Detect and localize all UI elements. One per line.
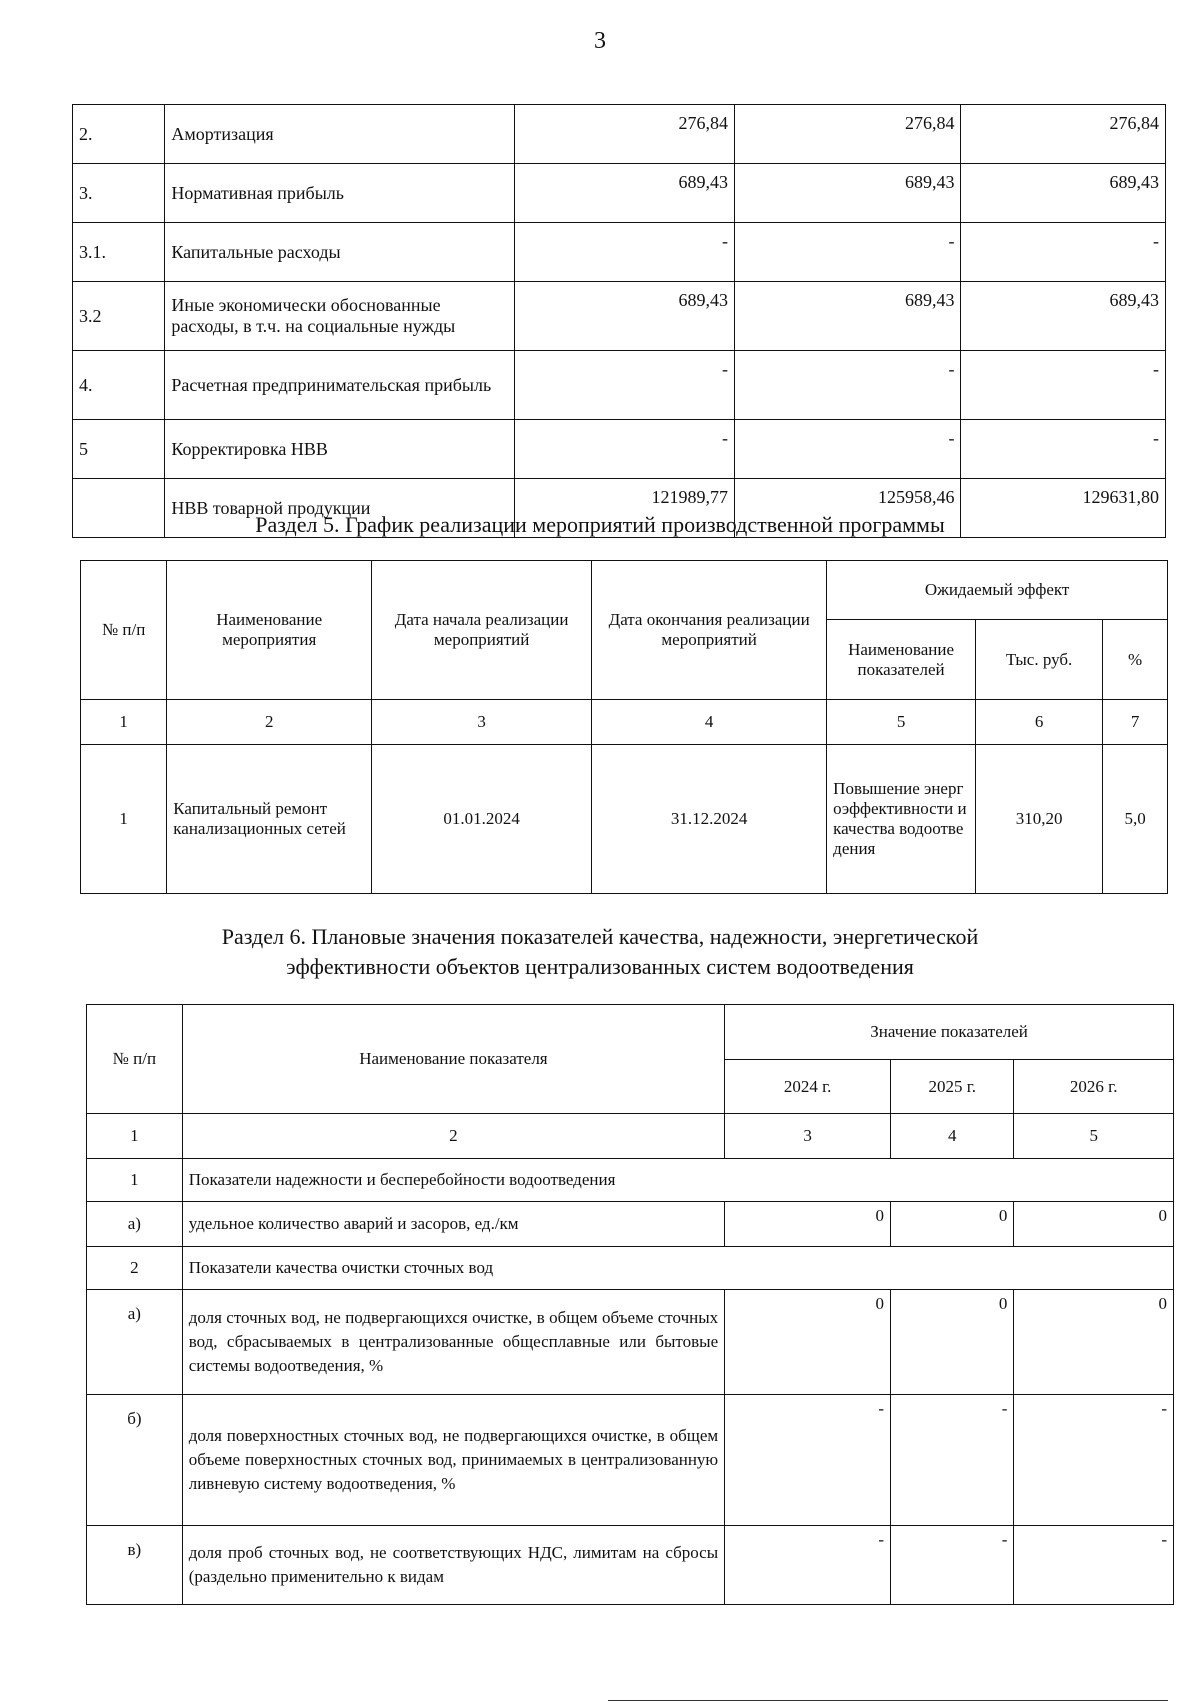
- row-number: а): [87, 1290, 183, 1395]
- row-label: Амортизация: [165, 105, 515, 164]
- value-pct: 5,0: [1103, 745, 1168, 894]
- table-row: [73, 282, 1166, 351]
- value-2026: -: [1014, 1395, 1174, 1526]
- value-cell: 689,43: [961, 164, 1166, 223]
- header-year-2026: 2026 г.: [1014, 1060, 1174, 1114]
- value-cell: -: [515, 420, 735, 479]
- header-effect: Ожидаемый эффект: [827, 561, 1168, 620]
- section-6-title: [0, 922, 1200, 982]
- header-rub: Тыс. руб.: [975, 620, 1102, 700]
- value-2024: -: [725, 1526, 891, 1605]
- column-number: 5: [1014, 1114, 1174, 1159]
- row-label: Корректировка НВВ: [165, 420, 515, 479]
- group-row: [87, 1247, 1174, 1290]
- value-cell: -: [961, 420, 1166, 479]
- row-number: в): [87, 1526, 183, 1605]
- column-number: 1: [81, 700, 167, 745]
- section-5-title: Раздел 5. График реализации мероприятий производственной программы: [255, 512, 945, 537]
- value-cell: -: [961, 223, 1166, 282]
- header-pct: %: [1103, 620, 1168, 700]
- value-cell: 121989,77: [515, 479, 735, 538]
- value-2025: -: [891, 1395, 1014, 1526]
- column-number: 6: [975, 700, 1102, 745]
- value-2025: 0: [891, 1202, 1014, 1247]
- value-cell: 125958,46: [734, 479, 961, 538]
- value-cell: -: [734, 351, 961, 420]
- column-number: 7: [1103, 700, 1168, 745]
- header-name: Наименование показателя: [182, 1005, 724, 1114]
- value-cell: 689,43: [734, 164, 961, 223]
- value-cell: 689,43: [515, 164, 735, 223]
- group-row: [87, 1159, 1174, 1202]
- column-number: 2: [167, 700, 372, 745]
- value-cell: -: [734, 420, 961, 479]
- group-number: 1: [87, 1159, 183, 1202]
- start-date: 01.01.2024: [372, 745, 592, 894]
- value-cell: 276,84: [734, 105, 961, 164]
- header-indicator: Наименование показателей: [827, 620, 976, 700]
- column-number: 2: [182, 1114, 724, 1159]
- header-end: Дата окончания реализации мероприятий: [592, 561, 827, 700]
- header-name: Наименование мероприятия: [167, 561, 372, 700]
- header-row: [81, 561, 1168, 620]
- indicator-name: Повышение энергоэффективности и качества водоотведения: [827, 745, 976, 894]
- row-number: а): [87, 1202, 183, 1247]
- header-values: Значение показателей: [725, 1005, 1174, 1060]
- row-label: Капитальные расходы: [165, 223, 515, 282]
- row-number: 5: [73, 420, 165, 479]
- value-2024: 0: [725, 1202, 891, 1247]
- value-2024: 0: [725, 1290, 891, 1395]
- header-num: № п/п: [87, 1005, 183, 1114]
- column-number: 1: [87, 1114, 183, 1159]
- end-date: 31.12.2024: [592, 745, 827, 894]
- value-cell: 129631,80: [961, 479, 1166, 538]
- row-label: доля проб сточных вод, не соответствующих НДС, лимитам на сбросы (раздельно применительно к видам: [182, 1526, 724, 1605]
- header-row: [87, 1005, 1174, 1060]
- measure-name: Капитальный ремонт канализационных сетей: [167, 745, 372, 894]
- row-label: удельное количество аварий и засоров, ед./км: [182, 1202, 724, 1247]
- value-rub: 310,20: [975, 745, 1102, 894]
- header-year-2024: 2024 г.: [725, 1060, 891, 1114]
- row-number: 3.: [73, 164, 165, 223]
- table-row: [73, 105, 1166, 164]
- row-label: Иные экономически обоснованные расходы, в т.ч. на социальные нужды: [165, 282, 515, 351]
- section-6-title-line-1: Раздел 6. Плановые значения показателей качества, надежности, энергетической: [221, 924, 979, 949]
- row-label: Нормативная прибыль: [165, 164, 515, 223]
- table-row: [87, 1395, 1174, 1526]
- value-cell: 276,84: [515, 105, 735, 164]
- table-row: [87, 1202, 1174, 1247]
- table-row: [73, 164, 1166, 223]
- page-number: 3: [594, 28, 606, 54]
- column-number: 4: [891, 1114, 1014, 1159]
- value-cell: -: [734, 223, 961, 282]
- section-6-title-line-2: эффективности объектов централизованных систем водоотведения: [286, 954, 914, 979]
- value-cell: 689,43: [961, 282, 1166, 351]
- group-number: 2: [87, 1247, 183, 1290]
- column-number: 4: [592, 700, 827, 745]
- table-row: [73, 223, 1166, 282]
- row-label: НВВ товарной продукции: [165, 479, 515, 538]
- group-label: Показатели надежности и бесперебойности водоотведения: [182, 1159, 1173, 1202]
- header-num: № п/п: [81, 561, 167, 700]
- row-number: 2.: [73, 105, 165, 164]
- footer-rule: [608, 1700, 1168, 1701]
- header-year-2025: 2025 г.: [891, 1060, 1014, 1114]
- value-cell: -: [515, 351, 735, 420]
- header-start: Дата начала реализации мероприятий: [372, 561, 592, 700]
- finance-table: [72, 104, 1166, 538]
- row-number: 4.: [73, 351, 165, 420]
- value-cell: -: [961, 351, 1166, 420]
- value-2026: 0: [1014, 1202, 1174, 1247]
- table-row: [81, 745, 1168, 894]
- table-row: [87, 1290, 1174, 1395]
- column-number: 3: [725, 1114, 891, 1159]
- row-label: доля поверхностных сточных вод, не подвергающихся очистке, в общем объеме поверхностных сточных вод, принимаемых в централизованную ливневую систему водоотведения, %: [182, 1395, 724, 1526]
- value-cell: 689,43: [734, 282, 961, 351]
- column-number: 3: [372, 700, 592, 745]
- schedule-table: [80, 560, 1168, 894]
- row-number: 1: [81, 745, 167, 894]
- value-2025: 0: [891, 1290, 1014, 1395]
- value-2026: 0: [1014, 1290, 1174, 1395]
- column-number-row: [81, 700, 1168, 745]
- value-cell: -: [515, 223, 735, 282]
- value-cell: 689,43: [515, 282, 735, 351]
- row-number: б): [87, 1395, 183, 1526]
- group-label: Показатели качества очистки сточных вод: [182, 1247, 1173, 1290]
- row-number: 3.1.: [73, 223, 165, 282]
- value-2026: -: [1014, 1526, 1174, 1605]
- row-label: Расчетная предпринимательская прибыль: [165, 351, 515, 420]
- table-row: [87, 1526, 1174, 1605]
- indicators-table: [86, 1004, 1174, 1605]
- row-number: 3.2: [73, 282, 165, 351]
- value-2024: -: [725, 1395, 891, 1526]
- column-number-row: [87, 1114, 1174, 1159]
- table-row: [73, 351, 1166, 420]
- table-row: [73, 420, 1166, 479]
- value-cell: 276,84: [961, 105, 1166, 164]
- column-number: 5: [827, 700, 976, 745]
- row-label: доля сточных вод, не подвергающихся очистке, в общем объеме сточных вод, сбрасываемых в централизованные общесплавные или бытовые системы водоотведения, %: [182, 1290, 724, 1395]
- value-2025: -: [891, 1526, 1014, 1605]
